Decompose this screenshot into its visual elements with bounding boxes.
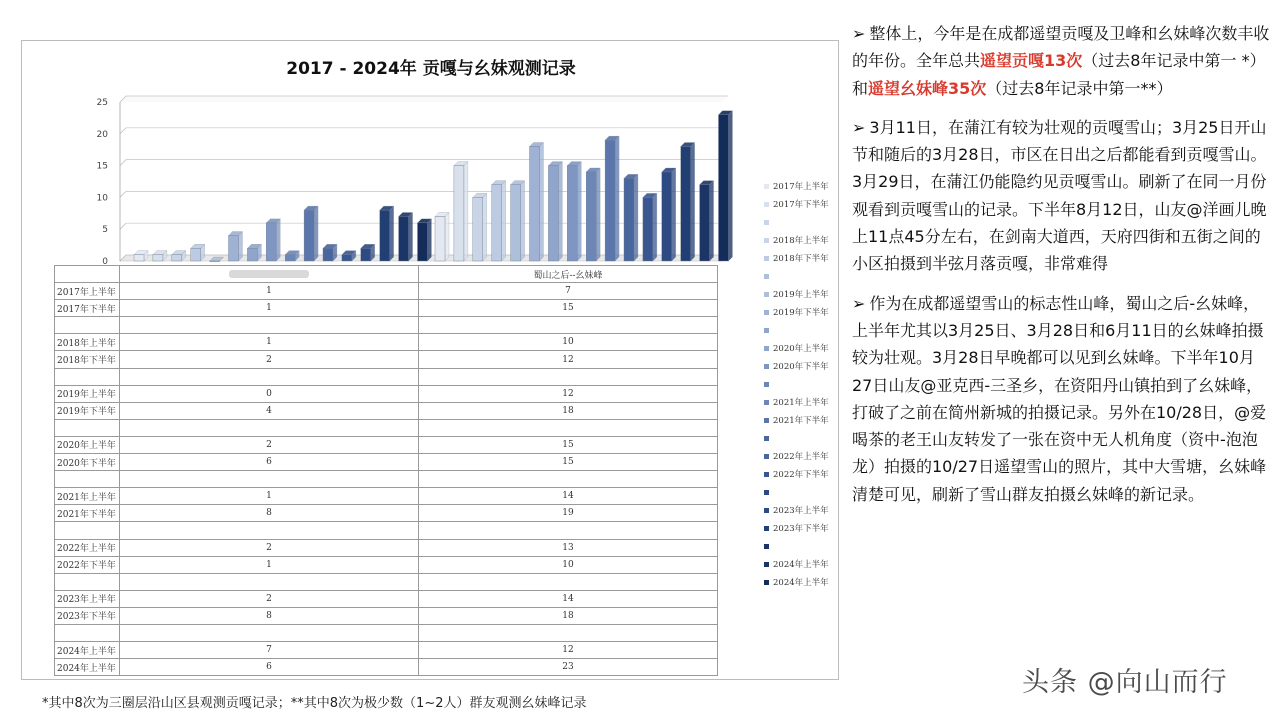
- text-panel: [852, 20, 1272, 520]
- table-cell-series: 2023年下半年: [55, 607, 120, 624]
- y-tick-label: 20: [96, 129, 108, 140]
- table-row: [55, 402, 718, 419]
- y-tick-label: 5: [102, 225, 108, 236]
- table-cell-value: 7: [419, 283, 718, 300]
- y-tick-label: 10: [96, 193, 108, 204]
- table-cell-value: 6: [120, 659, 419, 676]
- legend-label: 2017年上半年: [773, 182, 829, 192]
- table-cell-series: 2021年下半年: [55, 505, 120, 522]
- legend-item: [764, 375, 840, 393]
- bar-side: [276, 219, 280, 261]
- legend-label: 2020年上半年: [773, 344, 829, 354]
- legend-swatch: [764, 400, 769, 405]
- table-cell-series: 2021年上半年: [55, 488, 120, 505]
- bar: [454, 166, 464, 261]
- table-cell-value: 18: [419, 607, 718, 624]
- legend-item: [764, 573, 840, 591]
- table-cell-value: 1: [120, 488, 419, 505]
- legend-label: 2023年上半年: [773, 506, 829, 516]
- table-cell-empty: [419, 419, 718, 436]
- y-tick-label: 25: [96, 98, 108, 108]
- table-cell-value: 0: [120, 385, 419, 402]
- table-cell-empty: [120, 368, 419, 385]
- bar-side: [464, 162, 468, 261]
- table-cell-value: 2: [120, 351, 419, 368]
- redacted-label: [229, 270, 309, 278]
- legend-swatch: [764, 310, 769, 315]
- legend-item: [764, 303, 840, 321]
- table-spacer-row: [55, 522, 718, 539]
- legend-swatch: [764, 220, 769, 225]
- yaomei-text: 作为在成都遥望雪山的标志性山峰，蜀山之后-幺妹峰，上半年尤其以3月25日、3月28日和6月11日的幺妹峰拍摄较为壮观。3月28日早晚都可以见到幺妹峰。下半年10月27日山友@亚克西-三圣乡，在资阳丹山镇拍到了幺妹峰，打破了之前在简州新城的拍摄记录。另外在10/28日，@爱喝茶的老王山友转发了一张在资中无人机角度（资中-泡泡龙）拍摄的10/27日遥望雪山的照片，其中大雪塘，幺妹峰清楚可见，刷新了雪山群友拍摄幺妹峰的新记录。: [852, 293, 1267, 504]
- paragraph-gongga: [852, 114, 1272, 278]
- table-cell-empty: [419, 573, 718, 590]
- paragraph-yaomei: [852, 290, 1272, 508]
- legend-item: [764, 213, 840, 231]
- bar: [266, 223, 276, 261]
- bar-side: [615, 136, 619, 261]
- bar: [247, 248, 257, 261]
- bar: [435, 216, 445, 261]
- bar: [473, 197, 483, 261]
- table-cell-empty: [419, 471, 718, 488]
- table-cell-empty: [55, 522, 120, 539]
- table-spacer-row: [55, 419, 718, 436]
- table-spacer-row: [55, 573, 718, 590]
- table-cell-empty: [419, 522, 718, 539]
- legend-item: [764, 447, 840, 465]
- legend-swatch: [764, 418, 769, 423]
- bar: [304, 210, 314, 261]
- table-row: [55, 642, 718, 659]
- legend-item: [764, 339, 840, 357]
- table-cell-value: 13: [419, 539, 718, 556]
- table-cell-value: 14: [419, 590, 718, 607]
- legend-label: 2021年上半年: [773, 398, 829, 408]
- table-cell-empty: [55, 419, 120, 436]
- table-row: [55, 454, 718, 471]
- summary-text-a: 整体上，今年是在成都遥望贡嘎及卫峰和幺妹峰次数丰收的年份。全年总共: [852, 24, 1270, 71]
- legend-swatch: [764, 544, 769, 549]
- legend-label: 2022年下半年: [773, 470, 829, 480]
- table-cell-series: 2020年上半年: [55, 436, 120, 453]
- table-cell-value: 15: [419, 454, 718, 471]
- legend-label: 2024年上半年: [773, 578, 829, 588]
- legend-label: 2020年下半年: [773, 362, 829, 372]
- table-cell-series: 2017年下半年: [55, 300, 120, 317]
- table-row: [55, 334, 718, 351]
- legend-label: 2022年上半年: [773, 452, 829, 462]
- legend-swatch: [764, 454, 769, 459]
- bar: [361, 248, 371, 261]
- table-cell-value: 6: [120, 454, 419, 471]
- bar: [380, 210, 390, 261]
- bar: [530, 147, 540, 261]
- bar: [662, 172, 672, 261]
- legend-item: [764, 357, 840, 375]
- table-row: [55, 385, 718, 402]
- table-cell-empty: [55, 368, 120, 385]
- table-cell-value: 23: [419, 659, 718, 676]
- legend-item: [764, 519, 840, 537]
- footnote: *其中8次为三圈层沿山区县观测贡嘎记录；**其中8次为极少数（1~2人）群友观测幺妹峰记录: [42, 696, 587, 711]
- table-row: [55, 351, 718, 368]
- bar: [492, 185, 502, 261]
- chart-panel: [21, 40, 839, 680]
- y-tick-label: 15: [96, 161, 108, 172]
- bar: [719, 115, 729, 261]
- chart-title: 2017 - 2024年 贡嘎与幺妹观测记录: [286, 59, 576, 79]
- legend-swatch: [764, 184, 769, 189]
- table-cell-empty: [419, 368, 718, 385]
- watermark: 头条 @向山而行: [1022, 667, 1228, 698]
- gridline-side: [120, 191, 126, 197]
- table-row: [55, 556, 718, 573]
- chart-back-wall: [120, 96, 728, 102]
- bar: [153, 255, 163, 261]
- table-row: [55, 505, 718, 522]
- legend-swatch: [764, 238, 769, 243]
- legend-label: 2021年下半年: [773, 416, 829, 426]
- legend-label: 2019年上半年: [773, 290, 829, 300]
- bar-side: [483, 193, 487, 261]
- bar-side: [540, 143, 544, 261]
- legend-item: [764, 249, 840, 267]
- table-cell-value: 2: [120, 436, 419, 453]
- bar-side: [314, 206, 318, 261]
- bar: [511, 185, 521, 261]
- bar-side: [710, 181, 714, 261]
- legend-swatch: [764, 274, 769, 279]
- legend-item: [764, 555, 840, 573]
- table-cell-value: 2: [120, 539, 419, 556]
- table-cell-empty: [55, 573, 120, 590]
- table-cell-series: 2023年上半年: [55, 590, 120, 607]
- table-spacer-row: [55, 471, 718, 488]
- table-cell-series: 2020年下半年: [55, 454, 120, 471]
- bar: [210, 261, 220, 262]
- table-cell-value: 14: [419, 488, 718, 505]
- table-row: [55, 659, 718, 676]
- bar: [624, 178, 634, 261]
- bullet-icon: ➢: [852, 117, 866, 137]
- bar: [605, 140, 615, 261]
- legend-item: [764, 393, 840, 411]
- table-header-cell: [120, 266, 419, 283]
- bar: [700, 185, 710, 261]
- bar-side: [577, 162, 581, 261]
- legend-item: [764, 177, 840, 195]
- table-cell-value: 1: [120, 556, 419, 573]
- legend-item: [764, 429, 840, 447]
- legend-item: [764, 321, 840, 339]
- table-cell-empty: [120, 624, 419, 641]
- legend-item: [764, 465, 840, 483]
- bar: [323, 248, 333, 261]
- table-spacer-row: [55, 317, 718, 334]
- bar: [567, 166, 577, 261]
- legend-swatch: [764, 508, 769, 513]
- legend-swatch: [764, 364, 769, 369]
- highlight-yaomei: 遥望幺妹峰35次: [868, 78, 987, 98]
- table-cell-empty: [120, 522, 419, 539]
- summary-text-c: （过去8年记录中第一**）: [986, 78, 1173, 98]
- bar: [681, 147, 691, 261]
- bar: [134, 255, 144, 261]
- table-header-cell: [55, 266, 120, 283]
- bar: [191, 248, 201, 261]
- bar-side: [672, 168, 676, 261]
- table-cell-value: 4: [120, 402, 419, 419]
- bar-side: [558, 162, 562, 261]
- table-row: [55, 539, 718, 556]
- table-cell-series: 2022年下半年: [55, 556, 120, 573]
- bar: [418, 223, 428, 261]
- bar-side: [653, 193, 657, 261]
- table-cell-empty: [55, 317, 120, 334]
- bar: [548, 166, 558, 261]
- gridline-side: [120, 223, 126, 229]
- table-cell-empty: [419, 624, 718, 641]
- bar-side: [634, 174, 638, 261]
- bar-side: [596, 168, 600, 261]
- legend-swatch: [764, 472, 769, 477]
- gongga-text: 3月11日，在蒲江有较为壮观的贡嘎雪山；3月25日开山节和随后的3月28日，市区在日出之后都能看到贡嘎雪山。3月29日，在蒲江仍能隐约见贡嘎雪山。刷新了在同一月份观看到贡嘎雪山的记录。下半年8月12日，山友@洋画儿晚上11点45分左右，在剑南大道西，天府四街和五街之间的小区拍摄到半弦月落贡嘎，非常难得: [852, 117, 1267, 274]
- table-cell-series: 2019年下半年: [55, 402, 120, 419]
- legend-swatch: [764, 382, 769, 387]
- bar-side: [409, 212, 413, 261]
- table-cell-series: 2017年上半年: [55, 283, 120, 300]
- legend-item: [764, 411, 840, 429]
- chart-legend: [764, 177, 840, 591]
- table-cell-value: 18: [419, 402, 718, 419]
- legend-label: 2019年下半年: [773, 308, 829, 318]
- table-cell-value: 12: [419, 642, 718, 659]
- table-cell-value: 1: [120, 300, 419, 317]
- table-spacer-row: [55, 624, 718, 641]
- legend-swatch: [764, 328, 769, 333]
- bar-side: [445, 212, 449, 261]
- bar: [285, 255, 295, 261]
- bar-side: [502, 181, 506, 261]
- table-cell-series: 2024年上半年: [55, 659, 120, 676]
- table-cell-value: 15: [419, 300, 718, 317]
- legend-swatch: [764, 490, 769, 495]
- table-header-row: [55, 266, 718, 283]
- legend-swatch: [764, 562, 769, 567]
- bar: [342, 255, 352, 261]
- table-cell-empty: [120, 471, 419, 488]
- legend-label: 2023年下半年: [773, 524, 829, 534]
- bullet-icon: ➢: [852, 24, 866, 43]
- table-cell-series: 2018年下半年: [55, 351, 120, 368]
- table-cell-value: 12: [419, 351, 718, 368]
- legend-item: [764, 231, 840, 249]
- table-cell-empty: [120, 317, 419, 334]
- table-cell-value: 19: [419, 505, 718, 522]
- highlight-gongga: 遥望贡嘎13次: [980, 51, 1083, 71]
- bar-side: [428, 219, 432, 261]
- legend-item: [764, 285, 840, 303]
- paragraph-summary: [852, 20, 1272, 102]
- bar-side: [239, 232, 243, 261]
- bar: [643, 197, 653, 261]
- table-cell-value: 10: [419, 334, 718, 351]
- legend-swatch: [764, 292, 769, 297]
- table-cell-series: 2019年上半年: [55, 385, 120, 402]
- gridline-side: [120, 160, 126, 166]
- legend-item: [764, 501, 840, 519]
- bar-side: [691, 143, 695, 261]
- bar: [172, 255, 182, 261]
- bar-side: [390, 206, 394, 261]
- table-row: [55, 488, 718, 505]
- table-cell-value: 10: [419, 556, 718, 573]
- table-cell-series: 2022年上半年: [55, 539, 120, 556]
- table-cell-value: 1: [120, 334, 419, 351]
- table-cell-value: 8: [120, 607, 419, 624]
- table-cell-value: 12: [419, 385, 718, 402]
- legend-label: 2018年上半年: [773, 236, 829, 246]
- table-row: [55, 283, 718, 300]
- table-row: [55, 590, 718, 607]
- table-row: [55, 300, 718, 317]
- legend-item: [764, 195, 840, 213]
- bar-side: [729, 111, 733, 261]
- table-cell-value: 2: [120, 590, 419, 607]
- legend-label: 2018年下半年: [773, 254, 829, 264]
- table-cell-value: 7: [120, 642, 419, 659]
- bar: [586, 172, 596, 261]
- table-header-cell: 蜀山之后--幺妹峰: [419, 266, 718, 283]
- table-cell-series: 2018年上半年: [55, 334, 120, 351]
- legend-label: 2017年下半年: [773, 200, 829, 210]
- table-spacer-row: [55, 368, 718, 385]
- table-row: [55, 607, 718, 624]
- gridline-side: [120, 128, 126, 134]
- table-cell-empty: [55, 624, 120, 641]
- summary-text-b: （过去8年记录中第一 *）和: [852, 51, 1266, 98]
- table-cell-value: 1: [120, 283, 419, 300]
- legend-swatch: [764, 346, 769, 351]
- legend-swatch: [764, 202, 769, 207]
- table-cell-empty: [120, 419, 419, 436]
- legend-item: [764, 483, 840, 501]
- table-cell-value: 15: [419, 436, 718, 453]
- y-tick-label: 0: [102, 257, 108, 267]
- legend-swatch: [764, 256, 769, 261]
- table-row: [55, 436, 718, 453]
- table-cell-empty: [55, 471, 120, 488]
- legend-swatch: [764, 526, 769, 531]
- table-cell-value: 8: [120, 505, 419, 522]
- legend-item: [764, 267, 840, 285]
- legend-item: [764, 537, 840, 555]
- table-cell-series: 2024年上半年: [55, 642, 120, 659]
- legend-label: 2024年上半年: [773, 560, 829, 570]
- legend-swatch: [764, 580, 769, 585]
- data-table: [54, 265, 718, 676]
- legend-swatch: [764, 436, 769, 441]
- table-cell-empty: [419, 317, 718, 334]
- bar: [229, 236, 239, 261]
- table-cell-empty: [120, 573, 419, 590]
- bar-side: [521, 181, 525, 261]
- bullet-icon: ➢: [852, 293, 866, 313]
- bar: [399, 216, 409, 261]
